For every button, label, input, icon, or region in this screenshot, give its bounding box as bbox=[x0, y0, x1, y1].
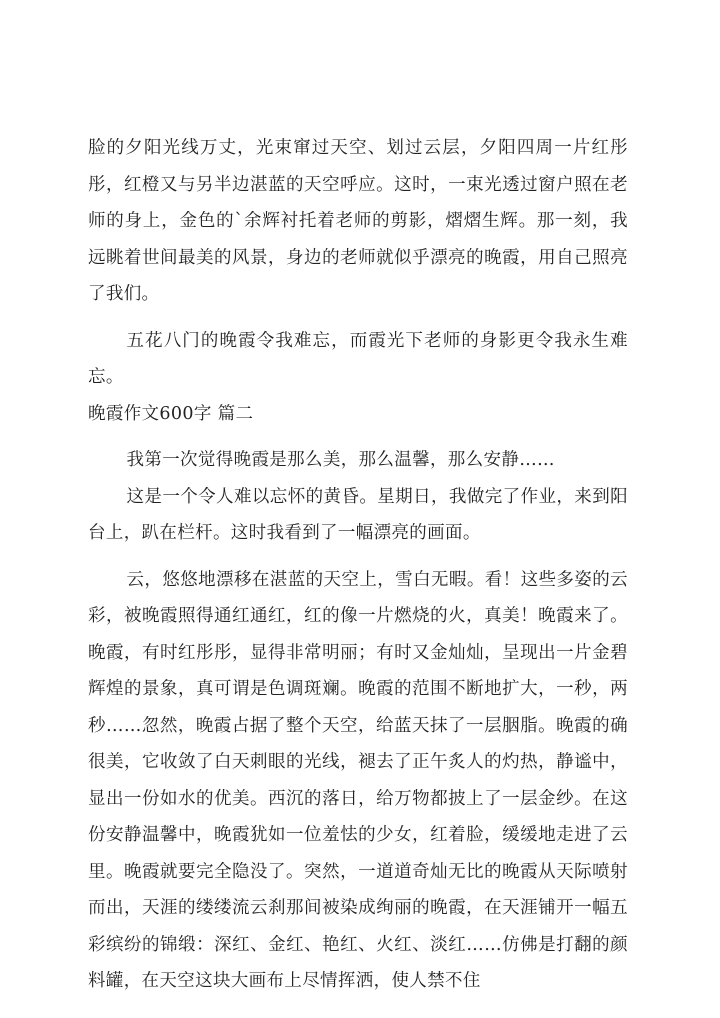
paragraph-clouds: 云，悠悠地漂移在湛蓝的天空上，雪白无暇。看！这些多姿的云彩，被晚霞照得通红通红，红的像一片燃烧的火，真美！晚霞来了。晚霞，有时红彤彤，显得非常明丽；有时又金灿灿，呈现出一片金碧辉煌的景象，真可谓是色调斑斓。晚霞的范围不断地扩大，一秒，两秒……忽然，晚霞占据了整个天空，给蓝天抹了一层胭脂。晚霞的确很美，它收敛了白天刺眼的光线，褪去了正午炙人的灼热，静谧中，显出一份如水的优美。西沉的落日，给万物都披上了一层金纱。在这份安静温馨中，晚霞犹如一位羞怯的少女，红着脸，缓缓地走进了云里。晚霞就要完全隐没了。突然，一道道奇灿无比的晚霞从天际喷射而出，天涯的缕缕流云刹那间被染成绚丽的晚霞，在天涯铺开一幅五彩缤纷的锦缎：深红、金红、艳红、火红、淡红……仿佛是打翻的颜料罐，在天空这块大画布上尽情挥洒，使人禁不住 bbox=[88, 569, 628, 991]
paragraph-conclusion: 五花八门的晚霞令我难忘，而霞光下老师的身影更令我永生难忘。 bbox=[88, 330, 628, 387]
paragraph-evening: 这是一个令人难以忘怀的黄昏。星期日，我做完了作业，来到阳台上，趴在栏杆。这时我看到了一幅漂亮的画面。 bbox=[88, 486, 628, 543]
paragraph-continued: 脸的夕阳光线万丈，光束窜过天空、划过云层，夕阳四周一片红彤彤，红橙又与另半边湛蓝的天空呼应。这时，一束光透过窗户照在老师的身上，金色的`余辉衬托着老师的剪影，熠熠生辉。那一刻，我远眺着世间最美的风景，身边的老师就似乎漂亮的晚霞，用自己照亮了我们。 bbox=[88, 138, 628, 304]
paragraph-opening: 我第一次觉得晚霞是那么美，那么温馨，那么安静…… bbox=[126, 450, 555, 470]
section-heading: 晚霞作文600字 篇二 bbox=[88, 403, 254, 424]
